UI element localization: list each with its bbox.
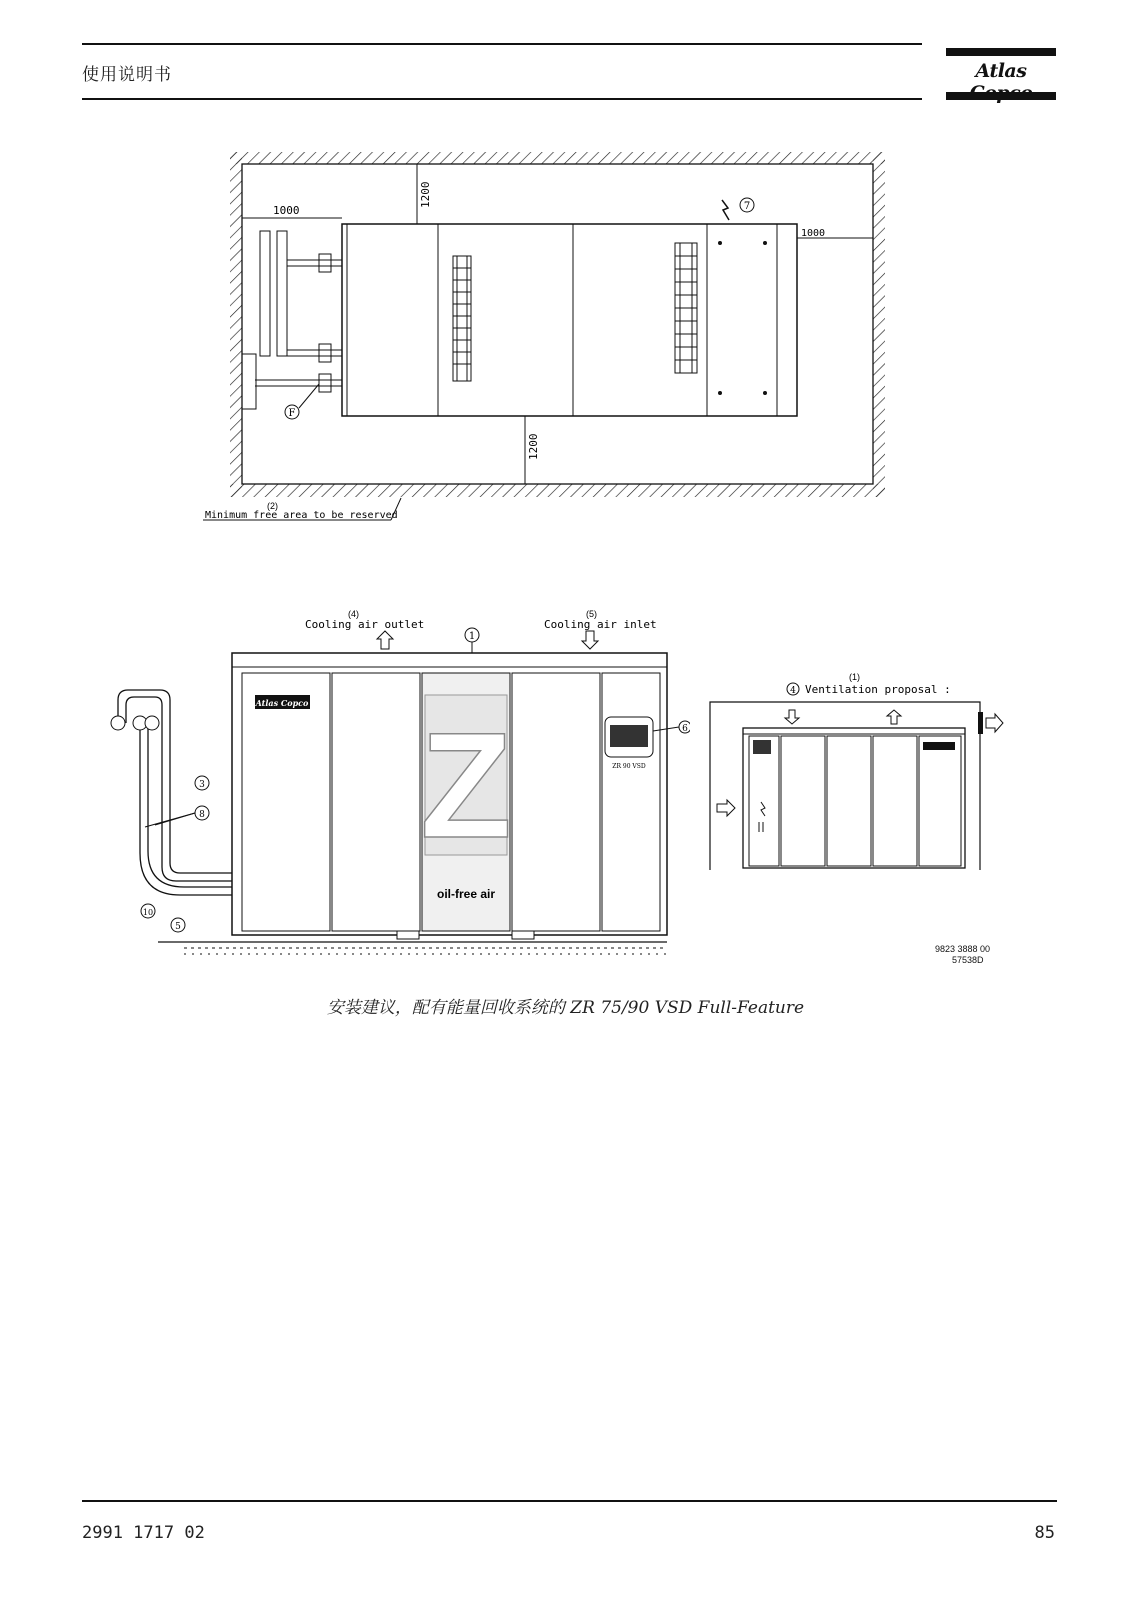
callout-5: 5 [175, 922, 181, 932]
installation-plan-drawing [195, 148, 895, 538]
arrow-down-small-icon [785, 710, 799, 724]
power-icon [722, 200, 729, 220]
dim-right: 1000 [801, 228, 826, 239]
callout-1: 1 [468, 631, 476, 642]
energy-recovery-piping [242, 231, 342, 409]
dim-left: 1000 [273, 204, 300, 217]
footer-rule [82, 1500, 1057, 1502]
arrow-right-in-icon [717, 800, 735, 816]
callout-4: 4 [790, 686, 796, 696]
document-number: 2991 1717 02 [82, 1523, 205, 1543]
dim-bottom: 1200 [527, 433, 540, 460]
callout-7: 7 [743, 201, 751, 212]
page-number: 85 [1034, 1523, 1055, 1543]
grille-left [453, 256, 471, 381]
wall-right [873, 152, 885, 497]
machine-outline-top [342, 224, 797, 416]
atlas-copco-logo [946, 48, 1056, 100]
arrow-up-small-icon [887, 710, 901, 724]
ref-5: (5) [586, 609, 597, 619]
callout-f: F [288, 408, 296, 419]
controller-screen [610, 725, 648, 747]
logo-text: Atlas [975, 60, 1027, 82]
ventilation-proposal-drawing [705, 670, 1030, 920]
document-title: 使用说明书 [82, 65, 172, 85]
ref-1: (1) [849, 672, 860, 682]
front-elevation-drawing [100, 605, 690, 980]
cooling-inlet-label: Cooling air inlet [544, 618, 657, 631]
grille-right [675, 243, 697, 373]
cooling-outlet-label: Cooling air outlet [305, 618, 425, 631]
wall-left [230, 152, 242, 497]
free-area-label: Minimum free area to be reserved [205, 510, 398, 521]
model-plate: ZR 90 VSD [612, 763, 646, 770]
arrow-down-icon [582, 631, 598, 649]
callout-6: 6 [682, 724, 688, 734]
z-logo: Z [420, 701, 512, 869]
figure-caption: 安装建议，配有能量回收系统的 ZR 75/90 VSD Full-Feature [326, 998, 805, 1018]
header-rule-bottom [82, 98, 922, 100]
callout-10: 10 [142, 908, 154, 917]
wall-top [230, 152, 885, 164]
brand-plate-text: Atlas Copco [255, 698, 309, 708]
callout-3: 3 [199, 780, 205, 790]
dim-top: 1200 [419, 181, 432, 208]
ref-2: (2) [267, 501, 278, 511]
arrow-right-out-icon [986, 714, 1003, 732]
drawing-code-1: 9823 3888 00 [935, 944, 991, 954]
oil-free-logo: oil-free air [436, 887, 496, 901]
ref-4: (4) [348, 609, 359, 619]
ventilation-proposal-label: Ventilation proposal : [805, 683, 951, 696]
arrow-up-icon [377, 631, 393, 649]
header-rule-top [82, 43, 922, 45]
callout-8: 8 [199, 810, 205, 820]
wall-bottom [230, 484, 885, 497]
drawing-code-2: 57538D [952, 955, 984, 965]
